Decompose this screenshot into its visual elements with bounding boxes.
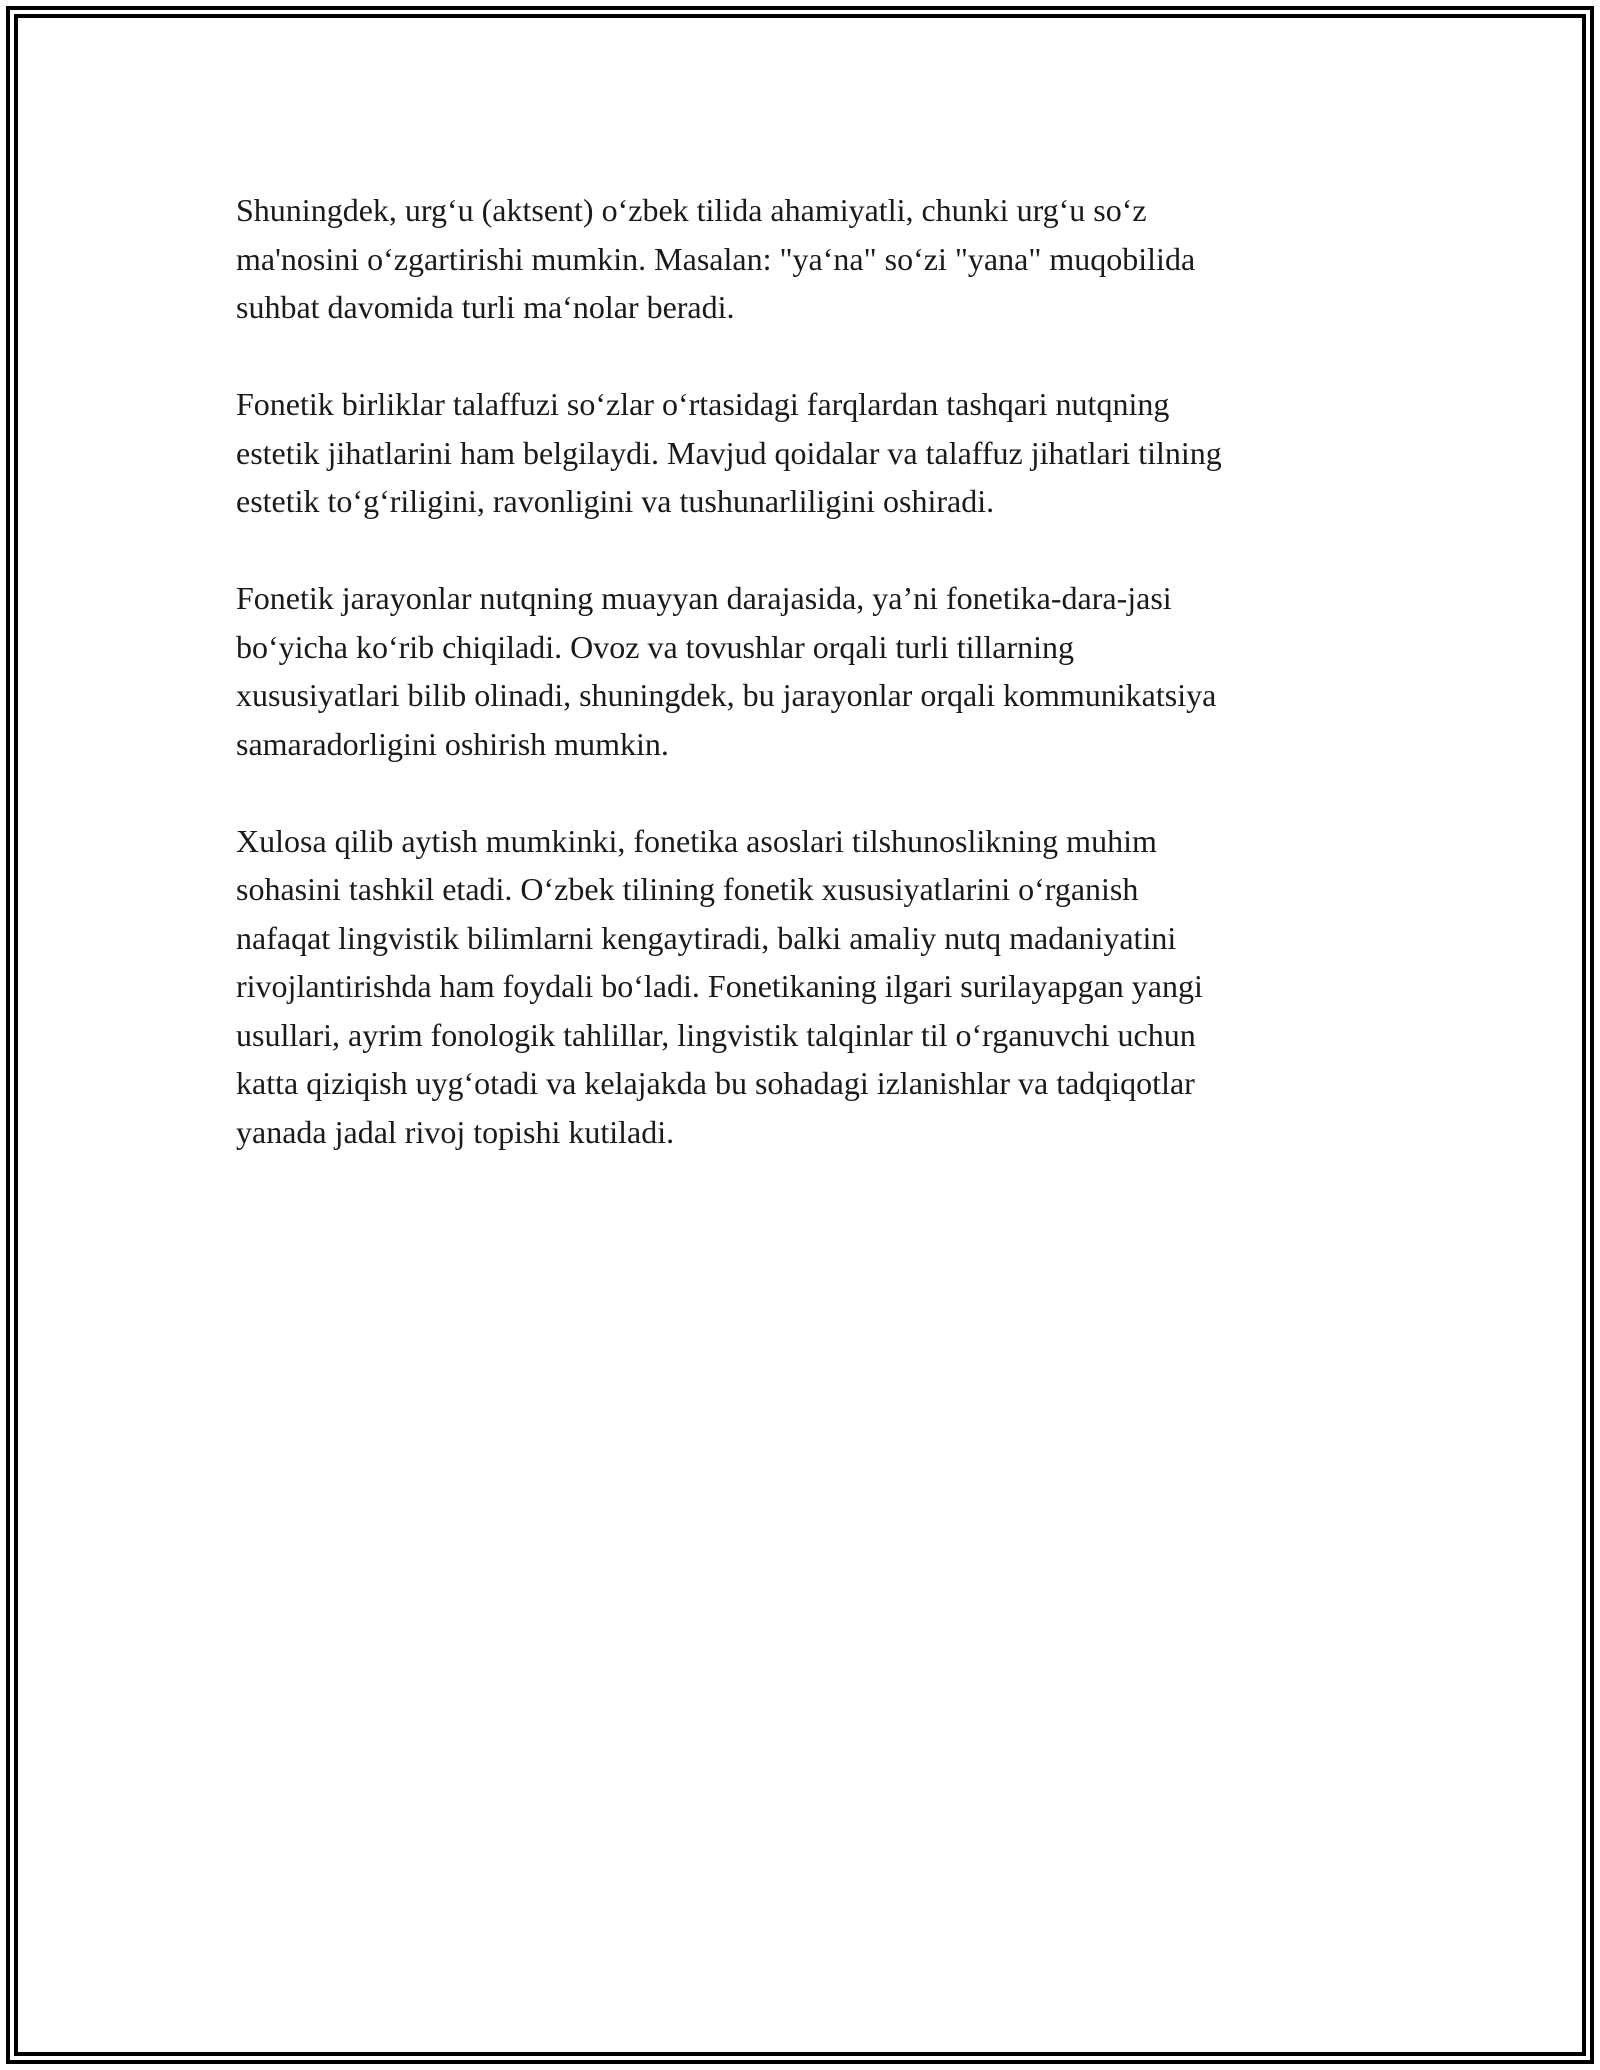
text-line: Fonetik jarayonlar nutqning muayyan darajasida, ya’ni fonetika-dara-jasi (236, 580, 1172, 616)
text-line: suhbat davomida turli ma‘nolar beradi. (236, 289, 735, 325)
text-line: yanada jadal rivoj topishi kutiladi. (236, 1113, 675, 1150)
text-line: estetik to‘g‘riligini, ravonligini va tushunarliligini oshiradi. (236, 483, 995, 519)
text-line: nafaqat lingvistik bilimlarni kengaytiradi, balki amaliy nutq madaniyatini (236, 919, 1177, 956)
paragraph-phonetic-processes (236, 574, 1396, 768)
text-line: rivojlantirishda ham foydali bo‘ladi. Fonetikaning ilgari surilayapgan yangi (236, 968, 1203, 1004)
paragraph-conclusion (236, 817, 1396, 1157)
text-line: bo‘yicha ko‘rib chiqiladi. Ovoz va tovushlar orqali turli tillarning (236, 628, 1075, 665)
text-line: sohasini tashkil etadi. O‘zbek tilining fonetik xususiyatlarini o‘rganish (236, 871, 1139, 907)
text-line: Shuningdek, urg‘u (aktsent) o‘zbek tilida ahamiyatli, chunki urg‘u so‘z (236, 192, 1147, 228)
document-body (236, 186, 1396, 1205)
text-line: katta qiziqish uyg‘otadi va kelajakda bu sohadagi izlanishlar va tadqiqotlar (236, 1065, 1195, 1101)
text-line: Xulosa qilib aytish mumkinki, fonetika asoslari tilshunoslikning muhim (236, 822, 1157, 859)
text-line: estetik jihatlarini ham belgilaydi. Mavjud qoidalar va talaffuz jihatlari tilning (236, 434, 1222, 471)
paragraph-stress (236, 186, 1396, 332)
text-line: Fonetik birliklar talaffuzi so‘zlar o‘rtasidagi farqlardan tashqari nutqning (236, 386, 1170, 422)
text-line: usullari, ayrim fonologik tahlillar, lingvistik talqinlar til o‘rganuvchi uchun (236, 1016, 1196, 1053)
text-line: samaradorligini oshirish mumkin. (236, 725, 669, 762)
text-line: ma'nosini o‘zgartirishi mumkin. Masalan: "ya‘na" so‘zi "yana" muqobilida (236, 240, 1196, 277)
text-line: xususiyatlari bilib olinadi, shuningdek, bu jarayonlar orqali kommunikatsiya (236, 677, 1217, 713)
paragraph-phonetic-units (236, 380, 1396, 526)
